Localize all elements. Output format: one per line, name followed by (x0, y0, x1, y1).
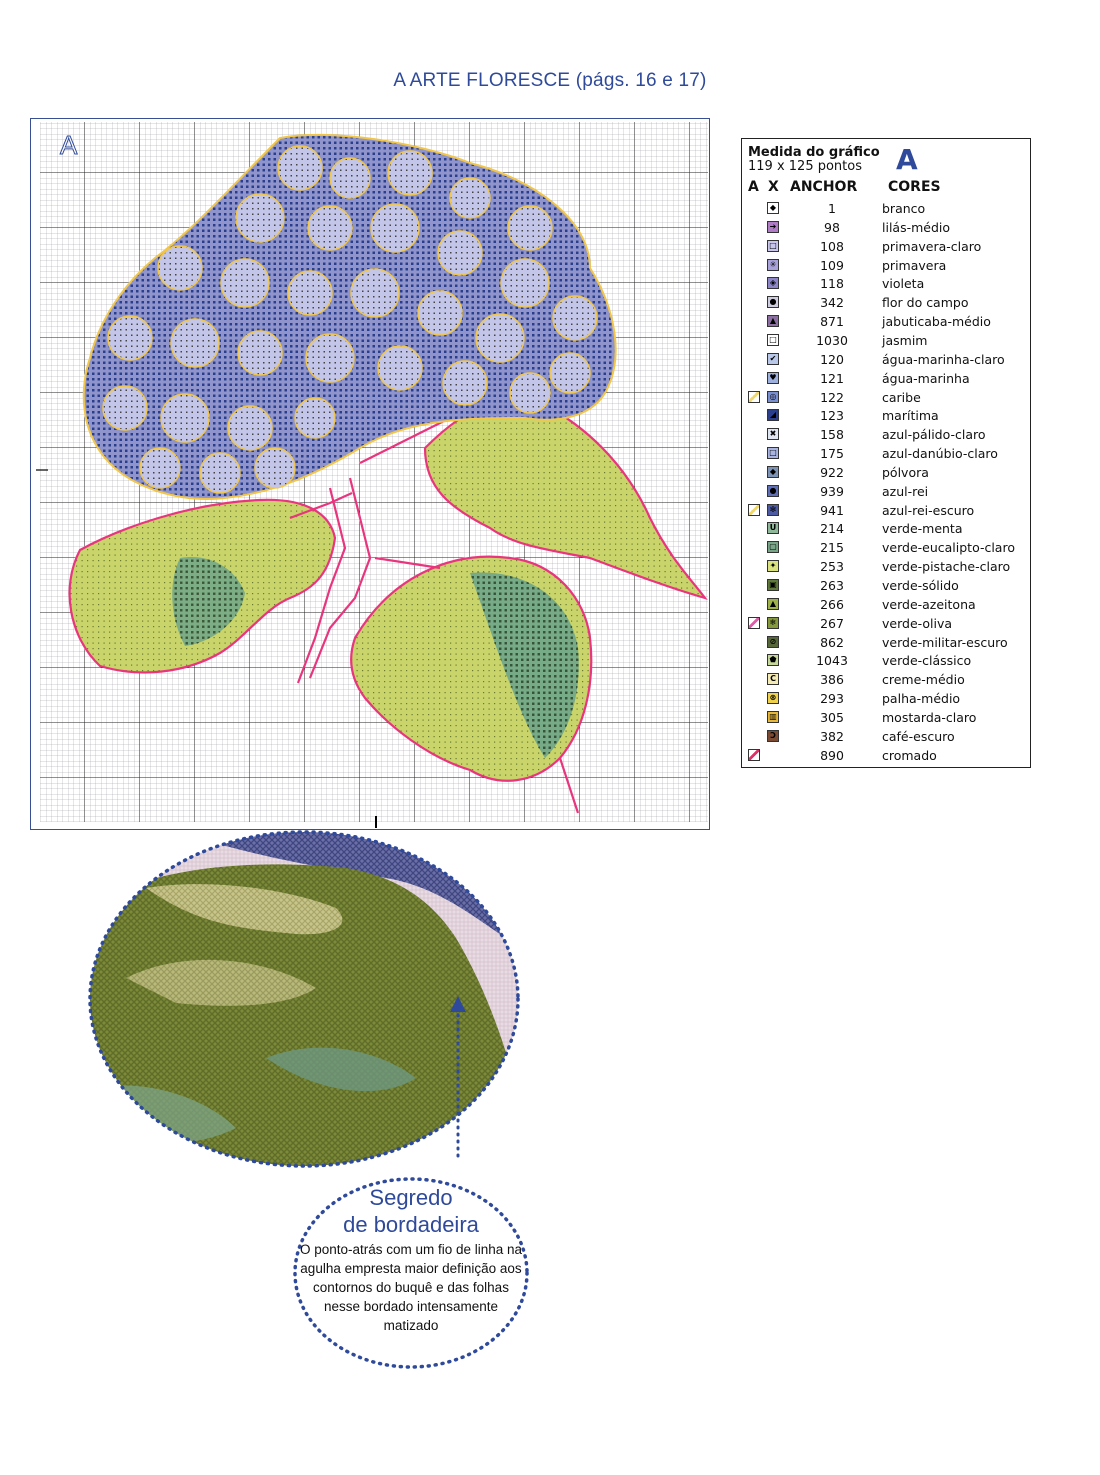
cross-stitch-swatch: ◆ (767, 202, 779, 214)
color-name: água-marinha-claro (882, 351, 1005, 367)
color-name: caribe (882, 389, 921, 405)
legend-row (742, 708, 1030, 727)
legend-row (742, 595, 1030, 614)
backstitch-swatch (748, 391, 760, 403)
color-name: marítima (882, 408, 939, 424)
anchor-code: 382 (820, 728, 844, 744)
anchor-code: 305 (820, 709, 844, 725)
legend-row (742, 369, 1030, 388)
legend-row (742, 633, 1030, 652)
color-name: verde-pistache-claro (882, 559, 1011, 575)
cross-stitch-swatch: ◎ (767, 391, 779, 403)
anchor-code: 1030 (816, 332, 848, 348)
color-name: verde-menta (882, 521, 963, 537)
legend-row (742, 331, 1030, 350)
header-cores: CORES (888, 179, 941, 195)
color-name: creme-médio (882, 672, 965, 688)
tip-title-line2: de bordadeira (343, 1212, 479, 1237)
anchor-code: 175 (820, 446, 844, 462)
anchor-code: 922 (820, 464, 844, 480)
legend-row (742, 689, 1030, 708)
anchor-code: 1043 (816, 653, 848, 669)
cross-stitch-swatch: ▲ (767, 315, 779, 327)
legend-size: 119 x 125 pontos (748, 159, 862, 174)
cross-stitch-swatch: ✖ (767, 428, 779, 440)
cross-stitch-swatch: ✻ (767, 504, 779, 516)
legend-row (742, 312, 1030, 331)
anchor-code: 121 (820, 370, 844, 386)
cross-stitch-swatch: C (767, 673, 779, 685)
legend-row (742, 256, 1030, 275)
legend-row (742, 425, 1030, 444)
legend-row (742, 557, 1030, 576)
cross-stitch-swatch: ▢ (767, 541, 779, 553)
cross-stitch-swatch: ◆ (767, 466, 779, 478)
color-name: verde-oliva (882, 615, 953, 631)
cross-stitch-swatch: U (767, 522, 779, 534)
legend-row (742, 538, 1030, 557)
legend-row (742, 406, 1030, 425)
cross-stitch-swatch: ◈ (767, 277, 779, 289)
anchor-code: 871 (820, 314, 844, 330)
backstitch-swatch (748, 749, 760, 761)
color-legend (741, 138, 1031, 768)
color-name: azul-rei-escuro (882, 502, 975, 518)
anchor-code: 122 (820, 389, 844, 405)
anchor-code: 266 (820, 596, 844, 612)
legend-header (748, 145, 880, 173)
header-a: A (748, 179, 759, 195)
cross-stitch-swatch: ● (767, 296, 779, 308)
tip-body: O ponto-atrás com um fio de linha na agulha empresta maior definição aos contornos do buquê e das folhas nesse bordado intensamente matizado (299, 1242, 523, 1333)
cross-stitch-swatch: □ (767, 334, 779, 346)
anchor-code: 939 (820, 483, 844, 499)
cross-stitch-swatch: ✳ (767, 259, 779, 271)
cross-stitch-chart (30, 118, 710, 830)
backstitch-swatch (748, 504, 760, 516)
cross-stitch-swatch: ⬟ (767, 654, 779, 666)
tip-title-line1: Segredo (369, 1185, 453, 1210)
color-name: violeta (882, 276, 925, 292)
anchor-code: 158 (820, 427, 844, 443)
legend-row (742, 274, 1030, 293)
anchor-code: 109 (820, 257, 844, 273)
cross-stitch-swatch: ➔ (767, 221, 779, 233)
color-name: azul-pálido-claro (882, 427, 986, 443)
anchor-code: 342 (820, 295, 844, 311)
anchor-code: 293 (820, 691, 844, 707)
color-name: azul-danúbio-claro (882, 446, 998, 462)
chart-label: A (60, 130, 78, 160)
legend-row (742, 501, 1030, 520)
header-anchor: ANCHOR (790, 179, 858, 195)
legend-row (742, 727, 1030, 746)
cross-stitch-swatch: ♥ (767, 372, 779, 384)
anchor-code: 215 (820, 540, 844, 556)
legend-title: Medida do gráfico (748, 145, 880, 160)
color-name: palha-médio (882, 691, 961, 707)
cross-stitch-swatch: □ (767, 240, 779, 252)
legend-badge: A (896, 143, 918, 176)
anchor-code: 386 (820, 672, 844, 688)
cross-stitch-swatch: ▣ (767, 579, 779, 591)
color-name: primavera-claro (882, 238, 982, 254)
legend-row (742, 293, 1030, 312)
legend-row (742, 444, 1030, 463)
anchor-code: 120 (820, 351, 844, 367)
legend-row (742, 388, 1030, 407)
color-name: verde-eucalipto-claro (882, 540, 1015, 556)
legend-row (742, 463, 1030, 482)
color-name: verde-sólido (882, 578, 959, 593)
anchor-code: 118 (820, 276, 844, 292)
color-name: cromado (882, 747, 937, 763)
cross-stitch-swatch: □ (767, 447, 779, 459)
cross-stitch-swatch: ▲ (767, 598, 779, 610)
anchor-code: 98 (824, 219, 840, 235)
anchor-code: 253 (820, 559, 844, 575)
legend-row (742, 218, 1030, 237)
anchor-code: 1 (828, 201, 836, 216)
legend-row (742, 482, 1030, 501)
anchor-code: 108 (820, 238, 844, 254)
cross-stitch-swatch: ✔ (767, 353, 779, 365)
anchor-code: 890 (820, 747, 844, 763)
embroidery-closeup-photo (86, 828, 522, 1170)
legend-row (742, 576, 1030, 595)
cross-stitch-swatch: ● (767, 485, 779, 497)
legend-row (742, 670, 1030, 689)
header-x: X (768, 179, 779, 195)
cross-stitch-swatch: Ↄ (767, 730, 779, 742)
anchor-code: 263 (820, 578, 844, 593)
legend-row (742, 199, 1030, 218)
cross-stitch-swatch: ✦ (767, 560, 779, 572)
cross-stitch-swatch: ❄ (767, 617, 779, 629)
page-title: A ARTE FLORESCE (págs. 16 e 17) (393, 70, 707, 91)
anchor-code: 862 (820, 634, 844, 650)
color-name: flor do campo (882, 295, 969, 311)
legend-row (742, 237, 1030, 256)
anchor-code: 941 (820, 502, 844, 518)
anchor-code: 267 (820, 615, 844, 631)
anchor-code: 123 (820, 408, 844, 424)
backstitch-swatch (748, 617, 760, 629)
color-name: café-escuro (882, 728, 955, 744)
color-name: azul-rei (882, 483, 929, 499)
tip-callout (292, 1184, 530, 1335)
color-name: verde-militar-escuro (882, 634, 1008, 650)
cross-stitch-swatch: ▥ (767, 711, 779, 723)
legend-row (742, 614, 1030, 633)
color-name: lilás-médio (882, 219, 951, 235)
color-name: mostarda-claro (882, 709, 977, 725)
color-name: jabuticaba-médio (882, 314, 991, 330)
legend-row (742, 651, 1030, 670)
color-name: pólvora (882, 464, 929, 480)
color-name: água-marinha (882, 370, 970, 386)
legend-row (742, 519, 1030, 538)
color-name: primavera (882, 257, 947, 273)
legend-row (742, 350, 1030, 369)
color-name: verde-azeitona (882, 596, 976, 612)
color-name: jasmim (882, 332, 928, 348)
color-name: verde-clássico (882, 653, 972, 669)
cross-stitch-swatch: ⊘ (767, 636, 779, 648)
anchor-code: 214 (820, 521, 844, 537)
cross-stitch-swatch: ◢ (767, 409, 779, 421)
legend-row (742, 746, 1030, 765)
cross-stitch-swatch: ⊗ (767, 692, 779, 704)
color-name: branco (882, 201, 926, 216)
